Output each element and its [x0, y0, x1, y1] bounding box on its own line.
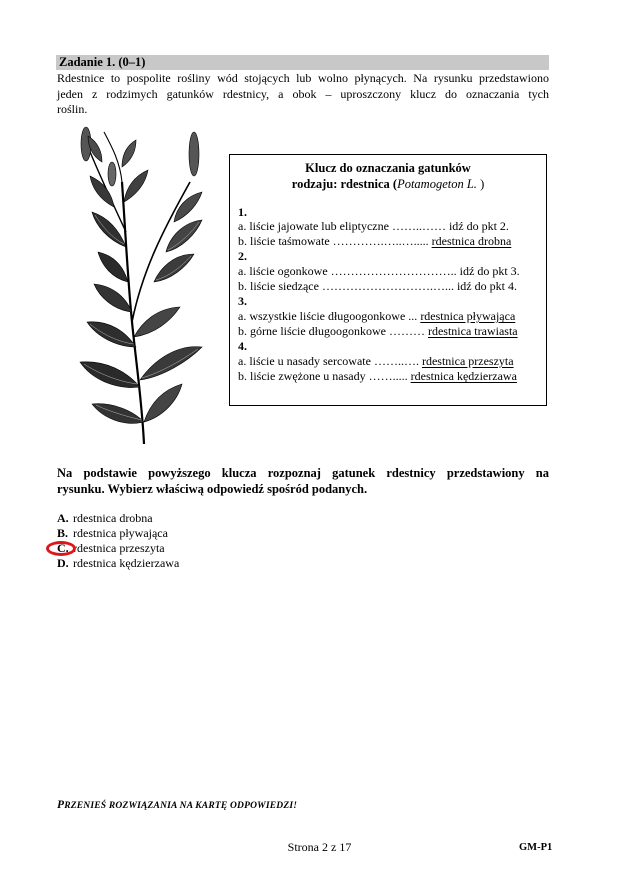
key-option-a: a. liście jajowate lub eliptyczne ……..…… idź do pkt 2. — [238, 219, 509, 233]
key-title-line2: rodzaju: rdestnica (Potamogeton L. ) — [291, 176, 485, 191]
task-intro — [57, 71, 549, 118]
intro-line: Rdestnice to pospolite rośliny wód stojących lub wolno płynących. Na rysunku przedstawiono — [57, 71, 549, 85]
key-section-number: 4. — [238, 339, 247, 353]
key-option-b: b. liście taśmowate ………….…..…..... rdestnica drobna — [238, 234, 512, 248]
task-title: Zadanie 1. (0–1) — [59, 55, 146, 69]
plant-illustration — [62, 122, 227, 447]
answer-option-a[interactable]: A. rdestnica drobna — [57, 511, 153, 525]
intro-line: roślin. — [57, 102, 88, 117]
exam-code: GM-P1 — [519, 842, 553, 853]
key-title-line1: Klucz do oznaczania gatunków — [305, 161, 471, 175]
latin-name: Potamogeton L. — [397, 176, 477, 191]
key-option-a: a. wszystkie liście długoogonkowe ... rdestnica pływająca — [238, 309, 516, 323]
page-number: Strona 2 z 17 — [287, 840, 352, 854]
answer-option-b[interactable]: B. rdestnica pływająca — [57, 526, 168, 540]
question-text — [57, 465, 549, 497]
key-section-number: 1. — [238, 205, 247, 219]
answer-option-d[interactable]: D. rdestnica kędzierzawa — [57, 556, 180, 570]
answer-option-c[interactable]: C. rdestnica przeszyta — [57, 541, 165, 555]
key-option-b: b. liście siedzące ……………………….…... idź do pkt 4. — [238, 279, 517, 293]
key-option-b: b. górne liście długoogonkowe ……… rdestnica trawiasta — [238, 324, 518, 338]
intro-line: jeden z rodzimych gatunków rdestnicy, a obok – uproszczony klucz do oznaczania tych — [57, 86, 549, 101]
key-option-a: a. liście ogonkowe ………………………….. idź do pkt 3. — [238, 264, 520, 278]
key-section-number: 2. — [238, 249, 247, 263]
question-line: rysunku. Wybierz właściwą odpowiedź spośród podanych. — [57, 482, 368, 496]
key-option-b: b. liście zwężone u nasady ……..... rdestnica kędzierzawa — [238, 369, 517, 383]
question-line: Na podstawie powyższego klucza rozpoznaj gatunek rdestnicy przedstawiony na — [57, 466, 549, 480]
key-title — [229, 161, 547, 192]
key-option-a: a. liście u nasady sercowate ……..…. rdestnica przeszyta — [238, 354, 514, 368]
selected-answer-circle — [46, 541, 76, 556]
transfer-note: PRZENIEŚ ROZWIĄZANIA NA KARTĘ ODPOWIEDZI! — [57, 799, 298, 811]
key-section-number: 3. — [238, 294, 247, 308]
